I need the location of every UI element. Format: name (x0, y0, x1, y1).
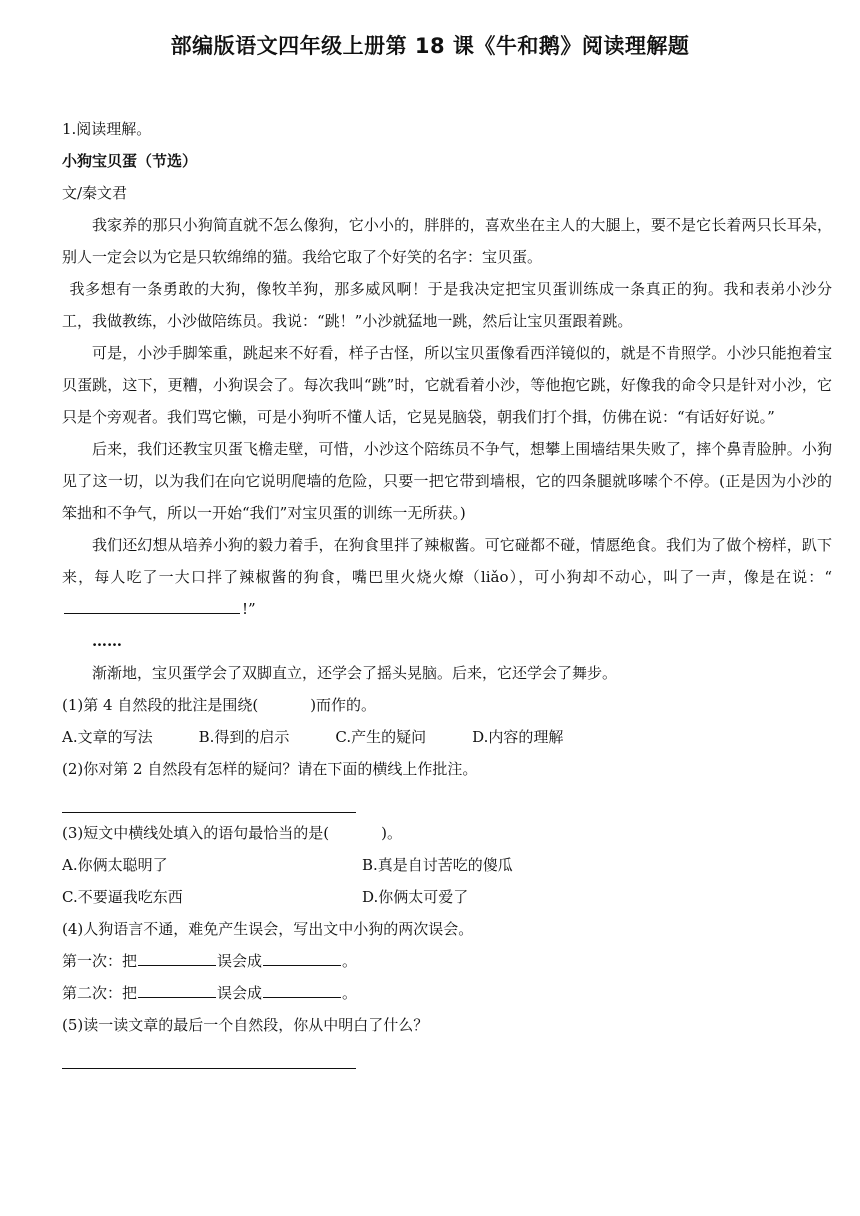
option-b[interactable]: B.得到的启示 (198, 728, 290, 746)
passage-title: 小狗宝贝蛋（节选） (62, 152, 198, 170)
first-label: 第一次：把 (62, 952, 138, 970)
question-4-second (62, 977, 832, 1009)
second-label: 第二次：把 (62, 984, 138, 1002)
worksheet-content (62, 113, 832, 1073)
blank-second-a[interactable] (138, 979, 216, 998)
option-d[interactable]: D.内容的理解 (472, 728, 564, 746)
question-header: 1.阅读理解。 (62, 120, 152, 138)
answer-line-2[interactable] (62, 785, 832, 817)
blank-second-b[interactable] (263, 979, 341, 998)
paragraph-5-text: 我们还幻想从培养小狗的毅力着手，在狗食里拌了辣椒酱。可它碰都不碰，情愿绝食。我们为了做个榜样，趴下来，每人吃了一大口拌了辣椒酱的狗食，嘴巴里火烧火燎（liǎo），可小狗却不动心，叫了一声，像是在说：“ (62, 536, 832, 586)
option-a[interactable]: A.你俩太聪明了 (62, 856, 168, 874)
passage-author: 文/秦文君 (62, 184, 128, 202)
mid-text: 误会成 (217, 952, 263, 970)
answer-rule (62, 812, 356, 813)
option-c[interactable]: C.不要逼我吃东西 (62, 888, 183, 906)
paragraph-6: 渐渐地，宝贝蛋学会了双脚直立，还学会了摇头晃脑。后来，它还学会了舞步。 (92, 664, 618, 682)
question-5: (5)读一读文章的最后一个自然段，你从中明白了什么？ (62, 1016, 429, 1034)
question-3-options-row-1 (62, 849, 832, 881)
question-2: (2)你对第 2 自然段有怎样的疑问？请在下面的横线上作批注。 (62, 760, 478, 778)
question-1 (62, 689, 832, 721)
blank-first-a[interactable] (138, 947, 216, 966)
question-3-options-row-2 (62, 881, 832, 913)
fill-blank[interactable] (64, 595, 240, 614)
blank-first-b[interactable] (263, 947, 341, 966)
end-mark: 。 (342, 984, 358, 1002)
paragraph-5 (62, 529, 832, 625)
paragraph-1: 我家养的那只小狗简直就不怎么像狗，它小小的，胖胖的，喜欢坐在主人的大腿上，要不是它长着两只长耳朵，别人一定会以为它是只软绵绵的猫。我给它取了个好笑的名字：宝贝蛋。 (62, 216, 832, 266)
end-mark: 。 (342, 952, 358, 970)
question-1-text: (1)第 4 自然段的批注是围绕( (62, 696, 259, 714)
mid-text: 误会成 (217, 984, 263, 1002)
question-4: (4)人狗语言不通，难免产生误会，写出文中小狗的两次误会。 (62, 920, 474, 938)
question-4-first (62, 945, 832, 977)
question-1-end: )而作的。 (310, 696, 377, 714)
question-3-text: (3)短文中横线处填入的语句最恰当的是( (62, 824, 330, 842)
answer-line-5[interactable] (62, 1041, 832, 1073)
paragraph-3: 可是，小沙手脚笨重，跳起来不好看，样子古怪，所以宝贝蛋像看西洋镜似的，就是不肯照学。小沙只能抱着宝贝蛋跳，这下，更糟，小狗误会了。每次我叫“跳”时，它就看着小沙，等他抱它跳，好像我的命令只是针对小沙，它只是个旁观者。我们骂它懒，可是小狗听不懂人话，它晃晃脑袋，朝我们打个揖，仿佛在说：“有话好好说。” (62, 344, 832, 426)
answer-rule (62, 1068, 356, 1069)
paragraph-5-end: !” (242, 600, 256, 618)
paragraph-2: 我多想有一条勇敢的大狗，像牧羊狗，那多威风啊！于是我决定把宝贝蛋训练成一条真正的狗。我和表弟小沙分工，我做教练，小沙做陪练员。我说：“跳！”小沙就猛地一跳，然后让宝贝蛋跟着跳。 (62, 280, 832, 330)
ellipsis: …… (92, 632, 122, 650)
question-3-end: )。 (381, 824, 402, 842)
option-b[interactable]: B.真是自讨苦吃的傻瓜 (362, 856, 513, 874)
paragraph-4: 后来，我们还教宝贝蛋飞檐走壁，可惜，小沙这个陪练员不争气，想攀上围墙结果失败了，摔个鼻青脸肿。小狗见了这一切，以为我们在向它说明爬墙的危险，只要一把它带到墙根，它的四条腿就哆嗦个不停。(正是因为小沙的笨拙和不争气，所以一开始“我们”对宝贝蛋的训练一无所获。) (62, 440, 832, 522)
question-3 (62, 817, 832, 849)
option-a[interactable]: A.文章的写法 (62, 728, 153, 746)
option-d[interactable]: D.你俩太可爱了 (362, 888, 469, 906)
option-c[interactable]: C.产生的疑问 (335, 728, 427, 746)
page-title: 部编版语文四年级上册第 18 课《牛和鹅》阅读理解题 (170, 34, 690, 58)
question-1-options (62, 721, 832, 753)
